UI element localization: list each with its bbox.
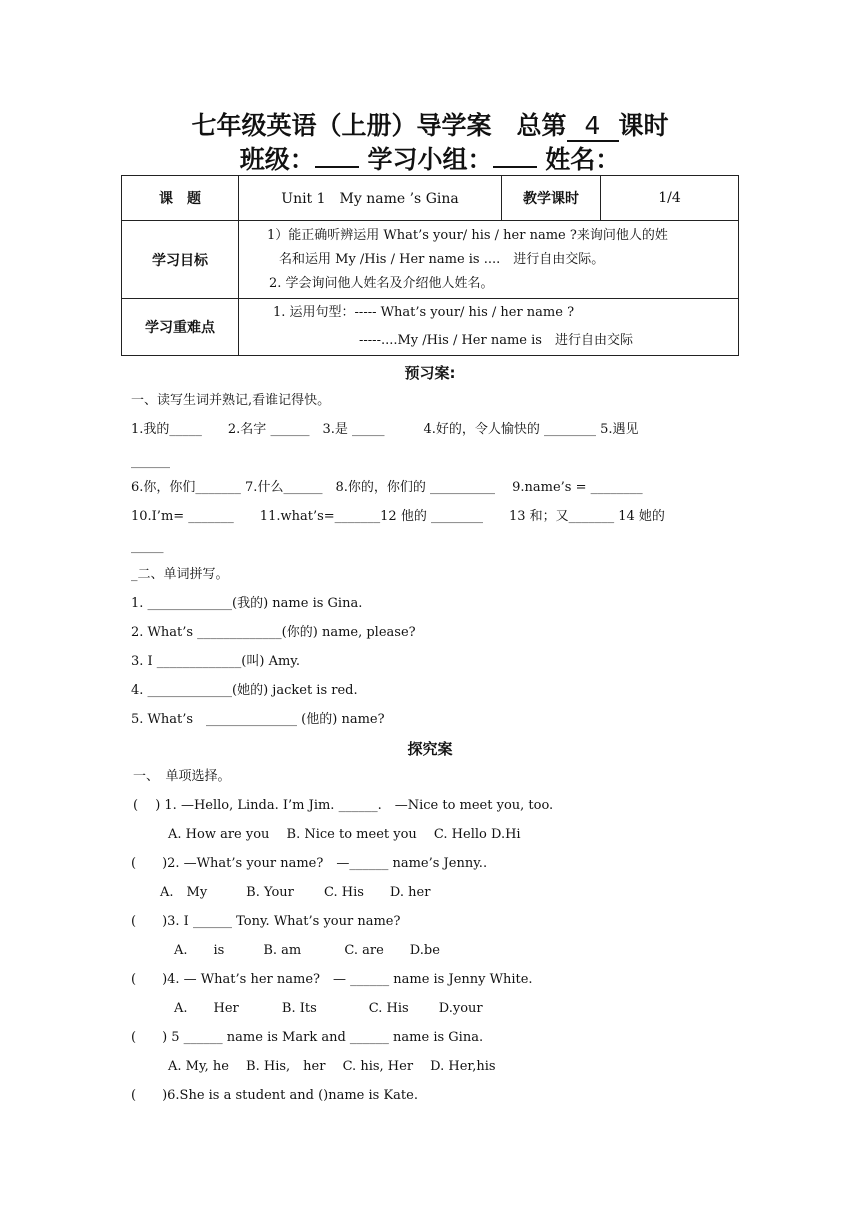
question-options: A. My B. Your C. His D. her <box>160 885 431 900</box>
goals-label: 学习目标 <box>122 221 239 299</box>
spelling-item: 1. _____________(我的) name is Gina. <box>131 596 363 611</box>
title-prefix: 七年级英语（上册）导学案 总第 <box>191 111 567 140</box>
vocab-row: 6.你，你们_______ 7.什么______ 8.你的，你们的 __________ 9.name’s = ________ <box>131 480 643 495</box>
spelling-item: 3. I _____________(叫) Amy. <box>131 654 301 669</box>
name-label: 姓名： <box>545 145 621 174</box>
worksheet-title <box>0 106 860 142</box>
goals-content <box>239 221 739 299</box>
student-info-line <box>0 140 860 176</box>
part2-title: _二、单词拼写。 <box>131 567 229 582</box>
title-suffix: 课时 <box>618 111 669 140</box>
question-stem: ( ) 1. —Hello, Linda. I’m Jim. ______. —Nice to meet you, too. <box>133 798 554 813</box>
focus-row <box>122 299 739 356</box>
class-field[interactable] <box>315 144 359 168</box>
spelling-item: 2. What’s _____________(你的) name, please? <box>131 625 416 640</box>
lesson-number: 4 <box>567 111 619 142</box>
focus-line: -----....My /His / Her name is 进行自由交际 <box>359 333 633 348</box>
question-stem: ( ) 5 ______ name is Mark and ______ name is Gina. <box>131 1030 484 1045</box>
explore-part1-title: 一、 单项选择。 <box>133 769 231 784</box>
goal-line: 名和运用 My /His / Her name is .... 进行自由交际。 <box>279 251 605 267</box>
goal-line: 1）能正确听辨运用 What’s your/ his / her name ?来询问他人的姓 <box>267 227 668 243</box>
question-options: A. is B. am C. are D.be <box>174 943 440 958</box>
question-options: A. How are you B. Nice to meet you C. Hello D.Hi <box>168 827 521 842</box>
question-options: A. My, he B. His, her C. his, Her D. Her,his <box>168 1059 496 1074</box>
question-stem: ( )2. —What’s your name? —______ name’s Jenny.. <box>131 856 488 871</box>
preview-heading: 预习案: <box>404 364 456 382</box>
topic-row <box>122 176 739 221</box>
lesson-info-table <box>121 175 739 356</box>
period-value: 1/4 <box>601 176 739 221</box>
question-stem: ( )3. I ______ Tony. What’s your name? <box>131 914 401 929</box>
spelling-item: 4. _____________(她的) jacket is red. <box>131 683 358 698</box>
topic-label: 课 题 <box>122 176 239 221</box>
goal-line: 2. 学会询问他人姓名及介绍他人姓名。 <box>269 275 494 291</box>
group-field[interactable] <box>493 144 537 168</box>
focus-line: 1. 运用句型：----- What’s your/ his / her name ? <box>273 305 575 320</box>
vocab-row: ______ <box>131 454 170 469</box>
part1-title: 一、读写生词并熟记,看谁记得快。 <box>131 393 331 408</box>
explore-heading: 探究案 <box>407 740 453 758</box>
focus-content <box>239 299 739 356</box>
vocab-row: 10.I’m= _______ 11.what’s=_______12 他的 ________ 13 和；又_______ 14 她的 <box>131 509 665 524</box>
topic-value: Unit 1 My name ’s Gina <box>239 176 502 221</box>
question-stem: ( )4. — What’s her name? — ______ name is Jenny White. <box>131 972 533 987</box>
group-label: 学习小组： <box>367 145 493 174</box>
goals-row <box>122 221 739 299</box>
period-label: 教学课时 <box>502 176 601 221</box>
class-label: 班级： <box>239 145 315 174</box>
question-options: A. Her B. Its C. His D.your <box>174 1001 483 1016</box>
spelling-item: 5. What’s ______________ (他的) name? <box>131 712 385 727</box>
vocab-row: _____ <box>131 539 164 554</box>
question-stem: ( )6.She is a student and ()name is Kate. <box>131 1088 418 1103</box>
focus-label: 学习重难点 <box>122 299 239 356</box>
vocab-row: 1.我的_____ 2.名字 ______ 3.是 _____ 4.好的，令人愉快的 ________ 5.遇见 <box>131 422 639 437</box>
